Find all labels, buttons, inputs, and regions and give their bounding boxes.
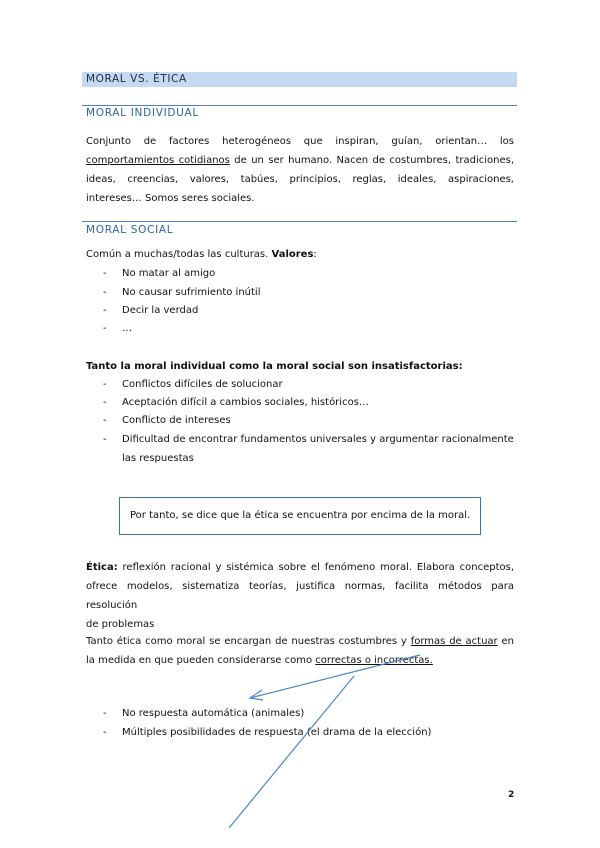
annotation-diagonal-line — [229, 676, 354, 828]
list-item: Aceptación difícil a cambios sociales, históricos… — [122, 397, 369, 408]
heading-moral-individual: MORAL INDIVIDUAL — [86, 107, 199, 119]
list-item: Dificultad de encontrar fundamentos universales y argumentar racionalmente — [122, 434, 514, 445]
callout-text: Por tanto, se dice que la ética se encuentra por encima de la moral. — [130, 510, 471, 521]
list-item: Decir la verdad — [122, 305, 199, 316]
underlined-term: comportamientos cotidianos — [86, 155, 230, 166]
list-item: No respuesta automática (animales) — [122, 708, 305, 719]
bullet-dash: - — [103, 305, 107, 316]
insatisfactorias-heading: Tanto la moral individual como la moral social son insatisfactorias: — [86, 361, 463, 372]
paragraph-text: reflexión racional y sistémica sobre el fenómeno moral. Elabora conceptos, — [117, 562, 514, 573]
page-title: MORAL VS. ÉTICA — [86, 73, 187, 85]
paragraph-text: en — [497, 636, 515, 647]
list-item-continuation: las respuestas — [122, 453, 194, 464]
annotation-arrow-line — [250, 655, 420, 698]
paragraph-line: ofrece modelos, sistematiza teorías, justifica normas, facilita métodos para resolución — [86, 581, 514, 611]
intro-text: Común a muchas/todas las culturas. — [86, 249, 272, 260]
intro-bold: Valores — [271, 249, 314, 260]
list-item: Conflictos difíciles de solucionar — [122, 379, 283, 390]
bullet-dash: - — [103, 397, 107, 408]
paragraph-text: la medida en que pueden considerarse como — [86, 655, 316, 666]
bullet-dash: - — [103, 434, 107, 445]
list-item: Múltiples posibilidades de respuesta (el drama de la elección) — [122, 727, 432, 738]
list-item: No matar al amigo — [122, 268, 216, 279]
list-item: … — [122, 323, 132, 334]
bullet-dash: - — [103, 415, 107, 426]
list-item: Conflicto de intereses — [122, 415, 231, 426]
bullet-dash: - — [103, 287, 107, 298]
underlined-term: formas de actuar — [410, 636, 498, 647]
bullet-dash: - — [103, 708, 107, 719]
paragraph-text: Tanto ética como moral se encargan de nuestras costumbres y — [86, 636, 411, 647]
bullet-dash: - — [103, 727, 107, 738]
heading-moral-social: MORAL SOCIAL — [86, 224, 174, 236]
paragraph-line: de problemas — [86, 619, 155, 630]
paragraph-line: ideas, creencias, valores, tabúes, principios, reglas, ideales, aspiraciones, — [86, 174, 514, 185]
intro-colon: : — [313, 249, 317, 260]
paragraph-text: de un ser humano. Nacen de costumbres, tradiciones, — [229, 155, 515, 166]
paragraph-line: intereses… Somos seres sociales. — [86, 193, 255, 204]
underlined-term: correctas o incorrectas. — [315, 655, 433, 666]
bullet-dash: - — [103, 379, 107, 390]
etica-label: Ética: — [86, 562, 118, 573]
bullet-dash: - — [103, 268, 107, 279]
page-number: 2 — [508, 790, 515, 800]
paragraph-line: Conjunto de factores heterogéneos que inspiran, guían, orientan… los — [86, 136, 514, 147]
bullet-dash: - — [103, 323, 107, 334]
list-item: No causar sufrimiento inútil — [122, 287, 261, 298]
